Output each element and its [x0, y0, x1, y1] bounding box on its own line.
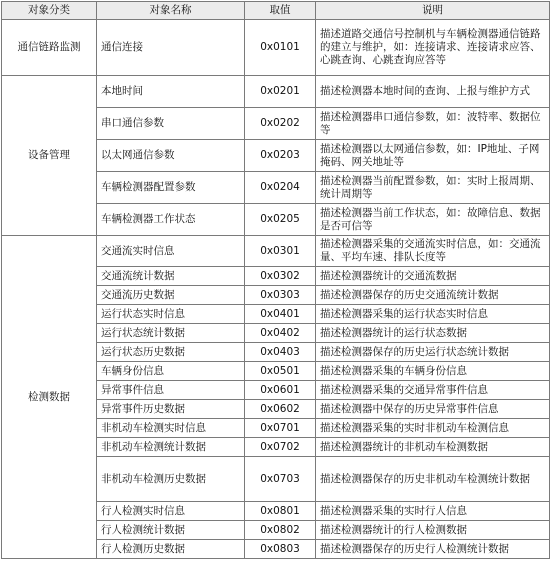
value-cell: 0x0601: [245, 381, 316, 400]
value-cell: 0x0802: [245, 521, 316, 540]
category-cell: 设备管理: [2, 76, 97, 236]
table-row: [2, 20, 550, 76]
name-cell: 异常事件信息: [97, 381, 245, 400]
value-cell: 0x0101: [245, 20, 316, 76]
name-cell: 本地时间: [97, 76, 245, 108]
description-cell: 描述检测器当前工作状态，如：故障信息、数据是否可信等: [316, 204, 550, 236]
header-value: 取值: [245, 2, 316, 20]
value-cell: 0x0403: [245, 343, 316, 362]
description-cell: 描述检测器采集的交通流实时信息，如：交通流量、平均车速、排队长度等: [316, 236, 550, 267]
header-name: 对象名称: [97, 2, 245, 20]
value-cell: 0x0701: [245, 419, 316, 438]
description-cell: 描述检测器保存的历史非机动车检测统计数据: [316, 457, 550, 502]
value-cell: 0x0402: [245, 324, 316, 343]
name-cell: 运行状态历史数据: [97, 343, 245, 362]
description-cell: 描述检测器采集的实时非机动车检测信息: [316, 419, 550, 438]
description-cell: 描述检测器当前配置参数，如：实时上报周期、统计周期等: [316, 172, 550, 204]
table-body: [2, 20, 550, 559]
category-cell: 检测数据: [2, 236, 97, 559]
description-cell: 描述检测器保存的历史行人检测统计数据: [316, 540, 550, 559]
description-cell: 描述检测器保存的历史运行状态统计数据: [316, 343, 550, 362]
value-cell: 0x0303: [245, 286, 316, 305]
name-cell: 运行状态实时信息: [97, 305, 245, 324]
name-cell: 车辆身份信息: [97, 362, 245, 381]
name-cell: 非机动车检测历史数据: [97, 457, 245, 502]
name-cell: 车辆检测器配置参数: [97, 172, 245, 204]
value-cell: 0x0204: [245, 172, 316, 204]
value-cell: 0x0703: [245, 457, 316, 502]
name-cell: 串口通信参数: [97, 108, 245, 140]
name-cell: 运行状态统计数据: [97, 324, 245, 343]
table-row: [2, 76, 550, 108]
value-cell: 0x0201: [245, 76, 316, 108]
description-cell: 描述检测器统计的交通流数据: [316, 267, 550, 286]
description-cell: 描述检测器采集的实时行人信息: [316, 502, 550, 521]
description-cell: 描述检测器采集的交通异常事件信息: [316, 381, 550, 400]
object-table: [1, 1, 550, 559]
name-cell: 异常事件历史数据: [97, 400, 245, 419]
name-cell: 行人检测统计数据: [97, 521, 245, 540]
name-cell: 以太网通信参数: [97, 140, 245, 172]
description-cell: 描述道路交通信号控制机与车辆检测器通信链路的建立与维护，如：连接请求、连接请求应答、心跳查询、心跳查询应答等: [316, 20, 550, 76]
header-category: 对象分类: [2, 2, 97, 20]
name-cell: 行人检测实时信息: [97, 502, 245, 521]
table-row: [2, 236, 550, 267]
description-cell: 描述检测器以太网通信参数，如：IP地址、子网掩码、网关地址等: [316, 140, 550, 172]
description-cell: 描述检测器串口通信参数，如：波特率、数据位等: [316, 108, 550, 140]
value-cell: 0x0302: [245, 267, 316, 286]
description-cell: 描述检测器保存的历史交通流统计数据: [316, 286, 550, 305]
description-cell: 描述检测器采集的运行状态实时信息: [316, 305, 550, 324]
value-cell: 0x0203: [245, 140, 316, 172]
table-header-row: [2, 2, 550, 20]
description-cell: 描述检测器采集的车辆身份信息: [316, 362, 550, 381]
description-cell: 描述检测器统计的行人检测数据: [316, 521, 550, 540]
value-cell: 0x0801: [245, 502, 316, 521]
value-cell: 0x0803: [245, 540, 316, 559]
value-cell: 0x0702: [245, 438, 316, 457]
name-cell: 非机动车检测统计数据: [97, 438, 245, 457]
description-cell: 描述检测器统计的运行状态数据: [316, 324, 550, 343]
category-cell: 通信链路监测: [2, 20, 97, 76]
value-cell: 0x0301: [245, 236, 316, 267]
name-cell: 车辆检测器工作状态: [97, 204, 245, 236]
value-cell: 0x0602: [245, 400, 316, 419]
header-description: 说明: [316, 2, 550, 20]
name-cell: 通信连接: [97, 20, 245, 76]
description-cell: 描述检测器本地时间的查询、上报与维护方式: [316, 76, 550, 108]
value-cell: 0x0205: [245, 204, 316, 236]
name-cell: 交通流实时信息: [97, 236, 245, 267]
description-cell: 描述检测器统计的非机动车检测数据: [316, 438, 550, 457]
name-cell: 交通流历史数据: [97, 286, 245, 305]
name-cell: 行人检测历史数据: [97, 540, 245, 559]
value-cell: 0x0202: [245, 108, 316, 140]
name-cell: 交通流统计数据: [97, 267, 245, 286]
value-cell: 0x0401: [245, 305, 316, 324]
description-cell: 描述检测器中保存的历史异常事件信息: [316, 400, 550, 419]
name-cell: 非机动车检测实时信息: [97, 419, 245, 438]
value-cell: 0x0501: [245, 362, 316, 381]
